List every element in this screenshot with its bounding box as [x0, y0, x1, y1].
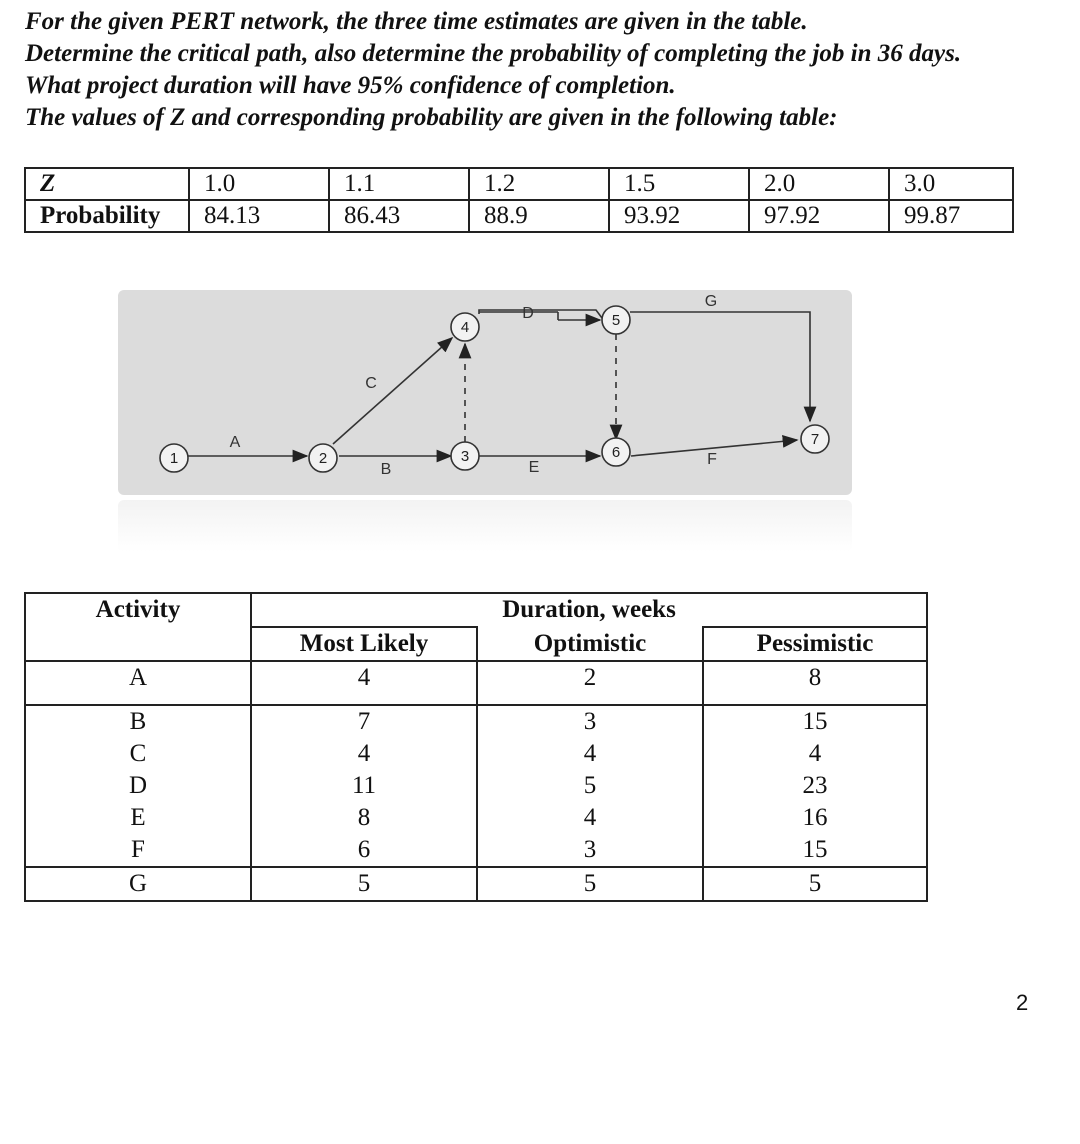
- activity-cell: A: [25, 661, 251, 705]
- z-label: Z: [25, 168, 189, 200]
- pessimistic-cell: 23: [703, 770, 927, 802]
- problem-line: For the given PERT network, the three time estimates are given in the table.: [25, 8, 808, 35]
- z-value: 2.0: [749, 168, 889, 200]
- most-likely-cell: 8: [251, 802, 477, 834]
- node-label: 7: [810, 431, 820, 448]
- table-header-row: [25, 593, 927, 627]
- pessimistic-cell: 8: [703, 661, 927, 705]
- z-row: [25, 168, 1013, 200]
- activity-label-d: D: [522, 305, 534, 322]
- activity-label-c: C: [365, 375, 377, 392]
- table-row: [25, 802, 927, 834]
- probability-value: 97.92: [749, 200, 889, 232]
- pessimistic-header: Pessimistic: [703, 627, 927, 661]
- activity-label-a: A: [229, 434, 241, 451]
- probability-row: [25, 200, 1013, 232]
- z-value: 3.0: [889, 168, 1013, 200]
- node-label: 3: [460, 448, 470, 465]
- optimistic-header: Optimistic: [477, 627, 703, 661]
- table-row: [25, 738, 927, 770]
- optimistic-cell: 4: [477, 738, 703, 770]
- z-probability-table: [24, 167, 1014, 233]
- probability-value: 86.43: [329, 200, 469, 232]
- table-row: [25, 661, 927, 705]
- most-likely-cell: 4: [251, 738, 477, 770]
- most-likely-cell: 11: [251, 770, 477, 802]
- activity-cell: B: [25, 705, 251, 738]
- arrow-c: [333, 338, 452, 444]
- table-row: [25, 770, 927, 802]
- duration-header: Duration, weeks: [251, 593, 927, 627]
- z-value: 1.1: [329, 168, 469, 200]
- most-likely-cell: 5: [251, 867, 477, 901]
- activity-header: Activity: [25, 593, 251, 661]
- most-likely-cell: 4: [251, 661, 477, 705]
- probability-value: 84.13: [189, 200, 329, 232]
- pessimistic-cell: 4: [703, 738, 927, 770]
- pessimistic-cell: 15: [703, 705, 927, 738]
- optimistic-cell: 3: [477, 705, 703, 738]
- probability-value: 88.9: [469, 200, 609, 232]
- probability-value: 93.92: [609, 200, 749, 232]
- z-value: 1.2: [469, 168, 609, 200]
- pert-network-diagram: [118, 290, 852, 495]
- problem-line: What project duration will have 95% confidence of completion.: [25, 72, 676, 99]
- node-label: 4: [460, 319, 470, 336]
- z-value: 1.5: [609, 168, 749, 200]
- problem-line: Determine the critical path, also determine the probability of completing the job in 36 days.: [25, 40, 962, 67]
- z-value: 1.0: [189, 168, 329, 200]
- most-likely-cell: 7: [251, 705, 477, 738]
- activity-cell: D: [25, 770, 251, 802]
- node-label: 1: [169, 450, 179, 467]
- activity-label-g: G: [704, 293, 718, 310]
- probability-value: 99.87: [889, 200, 1013, 232]
- most-likely-header: Most Likely: [251, 627, 477, 661]
- node-label: 2: [318, 450, 328, 467]
- optimistic-cell: 3: [477, 834, 703, 867]
- activity-label-e: E: [528, 459, 540, 476]
- activity-cell: C: [25, 738, 251, 770]
- arrow-g: [630, 312, 810, 421]
- table-row: [25, 867, 927, 901]
- most-likely-cell: 6: [251, 834, 477, 867]
- activity-cell: E: [25, 802, 251, 834]
- optimistic-cell: 5: [477, 770, 703, 802]
- problem-statement: [25, 6, 1070, 134]
- problem-line: The values of Z and corresponding probability are given in the following table:: [25, 104, 838, 131]
- pessimistic-cell: 5: [703, 867, 927, 901]
- optimistic-cell: 2: [477, 661, 703, 705]
- node-label: 6: [611, 444, 621, 461]
- pessimistic-cell: 16: [703, 802, 927, 834]
- pessimistic-cell: 15: [703, 834, 927, 867]
- table-row: [25, 705, 927, 738]
- optimistic-cell: 5: [477, 867, 703, 901]
- activity-duration-table: [24, 592, 928, 902]
- table-row: [25, 834, 927, 867]
- activity-cell: G: [25, 867, 251, 901]
- node-label: 5: [611, 312, 621, 329]
- page-number: 2: [1016, 990, 1029, 1015]
- optimistic-cell: 4: [477, 802, 703, 834]
- photo-reflection: [118, 500, 852, 552]
- pert-network-svg: [118, 290, 852, 495]
- probability-label: Probability: [25, 200, 189, 232]
- activity-label-f: F: [707, 451, 717, 468]
- activity-label-b: B: [380, 461, 392, 478]
- activity-cell: F: [25, 834, 251, 867]
